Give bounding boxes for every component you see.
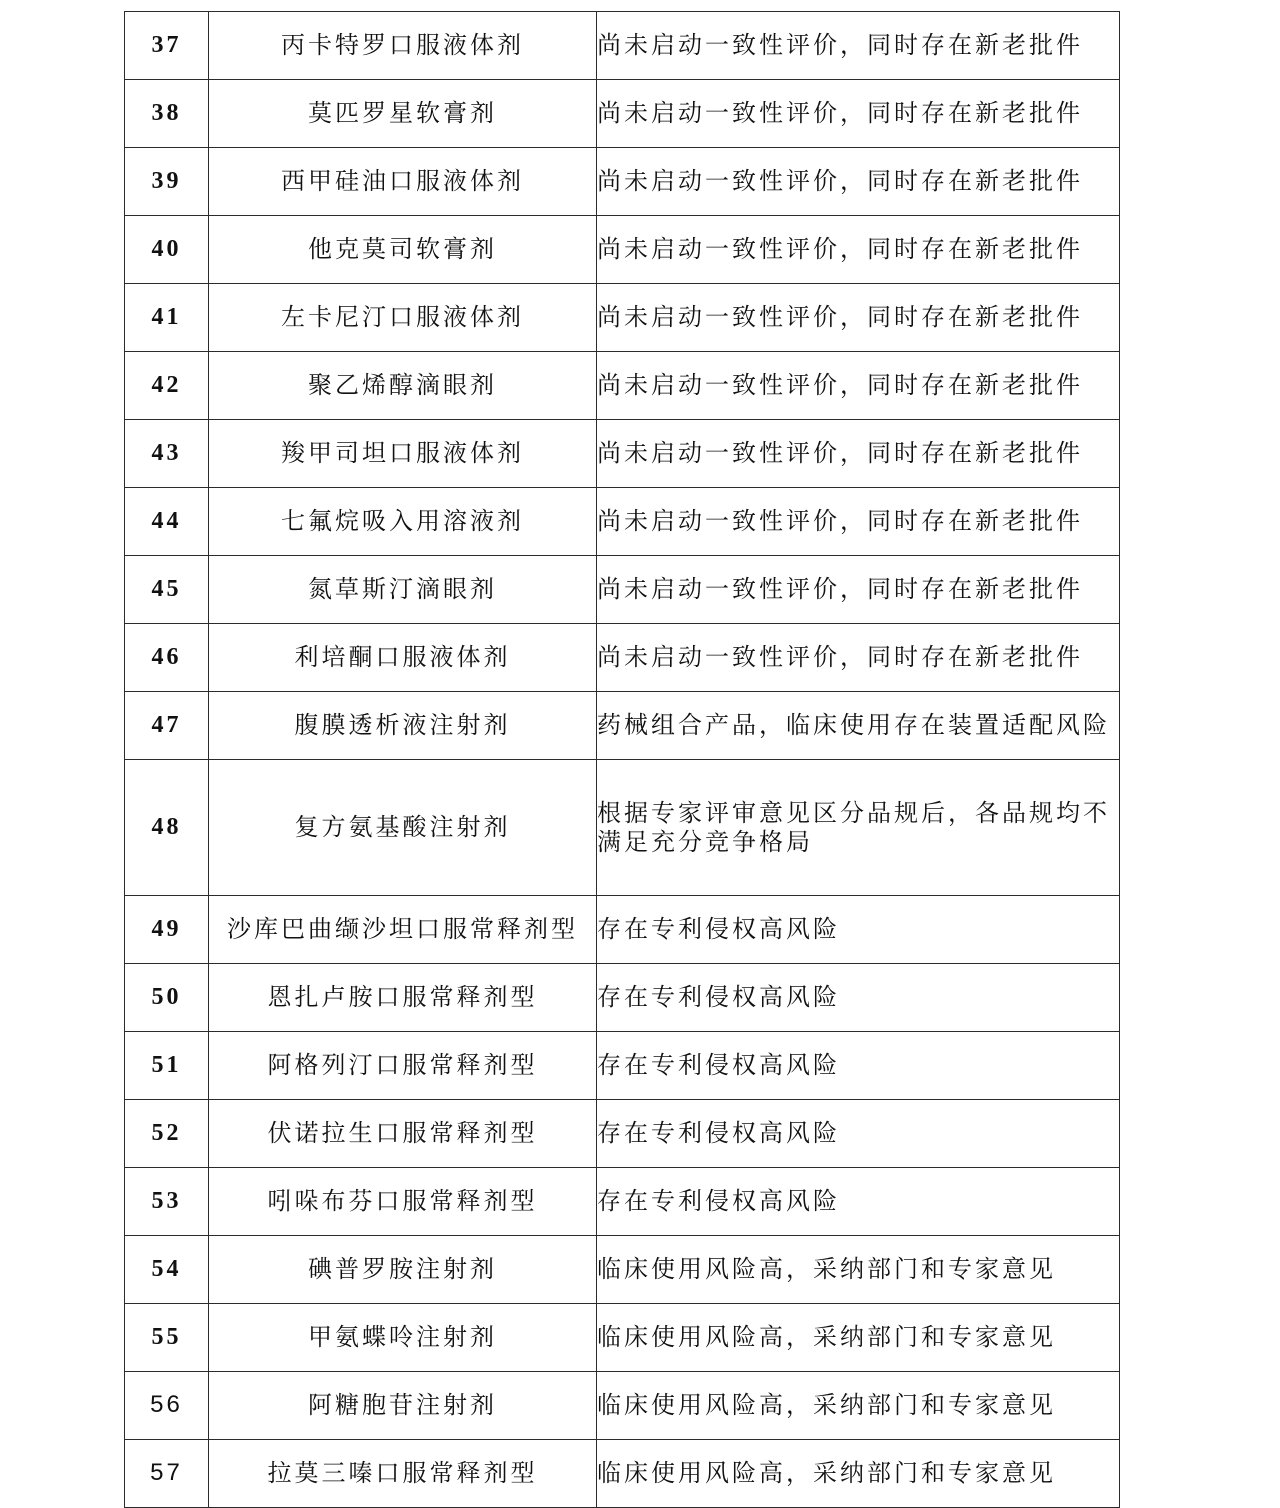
exclusion-reason: 临床使用风险高，采纳部门和专家意见 — [597, 1304, 1120, 1372]
drug-name: 西甲硅油口服液体剂 — [209, 148, 597, 216]
drug-name: 复方氨基酸注射剂 — [209, 760, 597, 896]
row-number: 54 — [125, 1236, 209, 1304]
drug-name: 七氟烷吸入用溶液剂 — [209, 488, 597, 556]
table-row — [125, 1100, 1120, 1168]
row-number: 47 — [125, 692, 209, 760]
drug-name: 氮草斯汀滴眼剂 — [209, 556, 597, 624]
row-number: 48 — [125, 760, 209, 896]
drug-name: 吲哚布芬口服常释剂型 — [209, 1168, 597, 1236]
table-row — [125, 896, 1120, 964]
table-row — [125, 556, 1120, 624]
drug-name: 阿格列汀口服常释剂型 — [209, 1032, 597, 1100]
row-number: 41 — [125, 284, 209, 352]
row-number: 44 — [125, 488, 209, 556]
exclusion-reason: 根据专家评审意见区分品规后，各品规均不满足充分竞争格局 — [597, 760, 1120, 896]
exclusion-reason: 存在专利侵权高风险 — [597, 964, 1120, 1032]
exclusion-reason: 存在专利侵权高风险 — [597, 1032, 1120, 1100]
drug-name: 碘普罗胺注射剂 — [209, 1236, 597, 1304]
table-row — [125, 488, 1120, 556]
table-row — [125, 1372, 1120, 1440]
drug-name: 甲氨蝶呤注射剂 — [209, 1304, 597, 1372]
exclusion-reason: 临床使用风险高，采纳部门和专家意见 — [597, 1372, 1120, 1440]
row-number: 46 — [125, 624, 209, 692]
exclusion-reason: 存在专利侵权高风险 — [597, 896, 1120, 964]
row-number: 55 — [125, 1304, 209, 1372]
exclusion-reason: 尚未启动一致性评价，同时存在新老批件 — [597, 420, 1120, 488]
table-row — [125, 80, 1120, 148]
row-number: 42 — [125, 352, 209, 420]
exclusion-reason: 临床使用风险高，采纳部门和专家意见 — [597, 1440, 1120, 1508]
drug-name: 阿糖胞苷注射剂 — [209, 1372, 597, 1440]
row-number: 53 — [125, 1168, 209, 1236]
table-row — [125, 1440, 1120, 1508]
drug-name: 左卡尼汀口服液体剂 — [209, 284, 597, 352]
row-number: 50 — [125, 964, 209, 1032]
exclusion-reason: 尚未启动一致性评价，同时存在新老批件 — [597, 148, 1120, 216]
table-row — [125, 12, 1120, 80]
table-row — [125, 624, 1120, 692]
table-row — [125, 216, 1120, 284]
table-row — [125, 964, 1120, 1032]
row-number: 38 — [125, 80, 209, 148]
drug-name: 羧甲司坦口服液体剂 — [209, 420, 597, 488]
table-row — [125, 692, 1120, 760]
table-row — [125, 1236, 1120, 1304]
drug-exclusion-table — [124, 11, 1120, 1508]
drug-name: 聚乙烯醇滴眼剂 — [209, 352, 597, 420]
drug-name: 沙库巴曲缬沙坦口服常释剂型 — [209, 896, 597, 964]
drug-name: 腹膜透析液注射剂 — [209, 692, 597, 760]
exclusion-reason: 存在专利侵权高风险 — [597, 1168, 1120, 1236]
exclusion-reason: 尚未启动一致性评价，同时存在新老批件 — [597, 488, 1120, 556]
table-row — [125, 352, 1120, 420]
exclusion-reason: 临床使用风险高，采纳部门和专家意见 — [597, 1236, 1120, 1304]
row-number: 37 — [125, 12, 209, 80]
exclusion-reason: 尚未启动一致性评价，同时存在新老批件 — [597, 624, 1120, 692]
table-row — [125, 1304, 1120, 1372]
exclusion-reason: 存在专利侵权高风险 — [597, 1100, 1120, 1168]
exclusion-reason: 尚未启动一致性评价，同时存在新老批件 — [597, 352, 1120, 420]
table-row — [125, 284, 1120, 352]
drug-name: 拉莫三嗪口服常释剂型 — [209, 1440, 597, 1508]
exclusion-reason: 药械组合产品，临床使用存在装置适配风险 — [597, 692, 1120, 760]
row-number: 45 — [125, 556, 209, 624]
row-number: 39 — [125, 148, 209, 216]
table-row — [125, 148, 1120, 216]
table-row — [125, 760, 1120, 896]
table-row — [125, 1168, 1120, 1236]
row-number: 49 — [125, 896, 209, 964]
drug-name: 恩扎卢胺口服常释剂型 — [209, 964, 597, 1032]
row-number: 52 — [125, 1100, 209, 1168]
drug-name: 伏诺拉生口服常释剂型 — [209, 1100, 597, 1168]
row-number: 40 — [125, 216, 209, 284]
drug-name: 他克莫司软膏剂 — [209, 216, 597, 284]
row-number: 51 — [125, 1032, 209, 1100]
exclusion-reason: 尚未启动一致性评价，同时存在新老批件 — [597, 284, 1120, 352]
row-number: 57 — [125, 1440, 209, 1508]
row-number: 43 — [125, 420, 209, 488]
drug-name: 丙卡特罗口服液体剂 — [209, 12, 597, 80]
exclusion-reason: 尚未启动一致性评价，同时存在新老批件 — [597, 216, 1120, 284]
drug-name: 莫匹罗星软膏剂 — [209, 80, 597, 148]
table-row — [125, 420, 1120, 488]
exclusion-reason: 尚未启动一致性评价，同时存在新老批件 — [597, 12, 1120, 80]
exclusion-reason: 尚未启动一致性评价，同时存在新老批件 — [597, 80, 1120, 148]
table-row — [125, 1032, 1120, 1100]
exclusion-reason: 尚未启动一致性评价，同时存在新老批件 — [597, 556, 1120, 624]
row-number: 56 — [125, 1372, 209, 1440]
drug-name: 利培酮口服液体剂 — [209, 624, 597, 692]
